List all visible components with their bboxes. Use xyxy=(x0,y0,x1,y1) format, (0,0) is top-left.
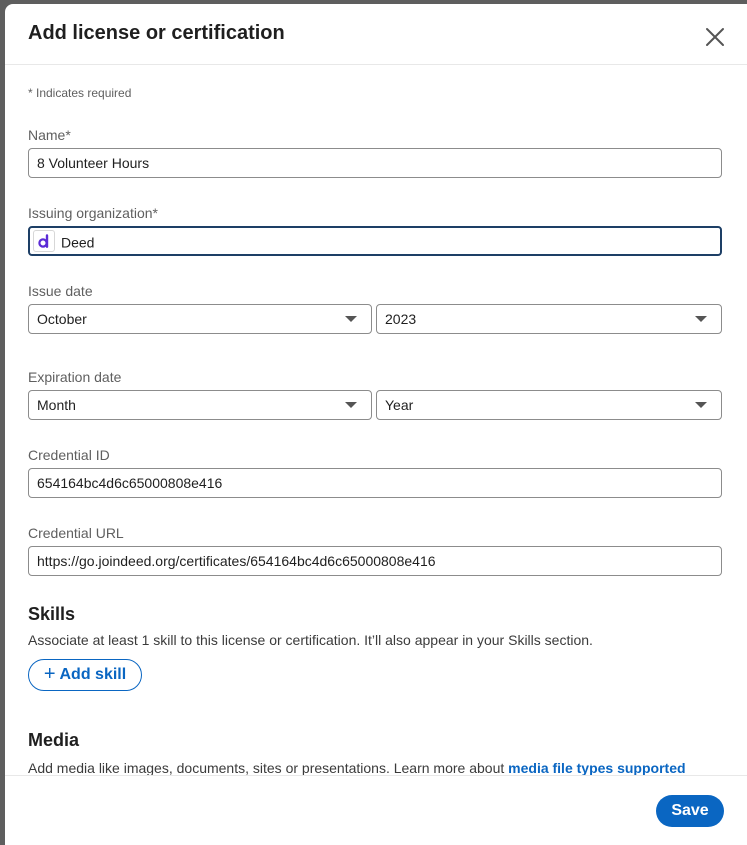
issue-month-select[interactable] xyxy=(28,304,372,334)
dialog-footer xyxy=(5,775,747,845)
required-note: * Indicates required xyxy=(28,86,132,100)
issue-year-value: 2023 xyxy=(385,311,417,327)
issue-month-value: October xyxy=(37,311,87,327)
expiration-date-label: Expiration date xyxy=(28,369,122,385)
chevron-down-icon xyxy=(345,316,357,322)
dialog-title: Add license or certification xyxy=(28,22,285,44)
expiration-year-value: Year xyxy=(385,397,414,413)
media-file-types-link[interactable]: media file types supported xyxy=(508,760,686,775)
skills-description: Associate at least 1 skill to this license or certification. It’ll also appear in your Skills section. xyxy=(28,632,593,648)
dialog-header xyxy=(5,4,747,65)
media-description xyxy=(28,760,686,775)
media-description-text: Add media like images, documents, sites or presentations. Learn more about xyxy=(28,760,509,775)
issuing-org-input[interactable] xyxy=(28,226,722,256)
name-label: Name* xyxy=(28,127,71,143)
name-input[interactable]: 8 Volunteer Hours xyxy=(28,148,722,178)
chevron-down-icon xyxy=(695,316,707,322)
dialog-body xyxy=(5,65,747,775)
issue-date-label: Issue date xyxy=(28,283,93,299)
chevron-down-icon xyxy=(695,402,707,408)
credential-url-label: Credential URL xyxy=(28,525,124,541)
expiration-month-select[interactable] xyxy=(28,390,372,420)
chevron-down-icon xyxy=(345,402,357,408)
plus-icon: + xyxy=(43,663,56,685)
credential-id-input[interactable]: 654164bc4d6c65000808e416 xyxy=(28,468,722,498)
save-button[interactable]: Save xyxy=(656,795,724,827)
expiration-month-value: Month xyxy=(37,397,76,413)
credential-id-label: Credential ID xyxy=(28,447,110,463)
credential-url-input[interactable]: https://go.joindeed.org/certificates/654164bc4d6c65000808e416 xyxy=(28,546,722,576)
skills-heading: Skills xyxy=(28,604,76,624)
close-button[interactable] xyxy=(702,24,728,50)
add-skill-label: Add skill xyxy=(59,666,127,683)
media-heading: Media xyxy=(28,730,80,750)
expiration-year-select[interactable] xyxy=(376,390,722,420)
deed-logo-icon xyxy=(33,230,55,252)
add-license-dialog xyxy=(5,4,747,845)
add-skill-button[interactable] xyxy=(28,659,142,691)
issuing-org-label: Issuing organization* xyxy=(28,205,158,221)
issuing-org-value: Deed xyxy=(61,234,95,251)
close-icon xyxy=(702,24,728,50)
issue-year-select[interactable] xyxy=(376,304,722,334)
